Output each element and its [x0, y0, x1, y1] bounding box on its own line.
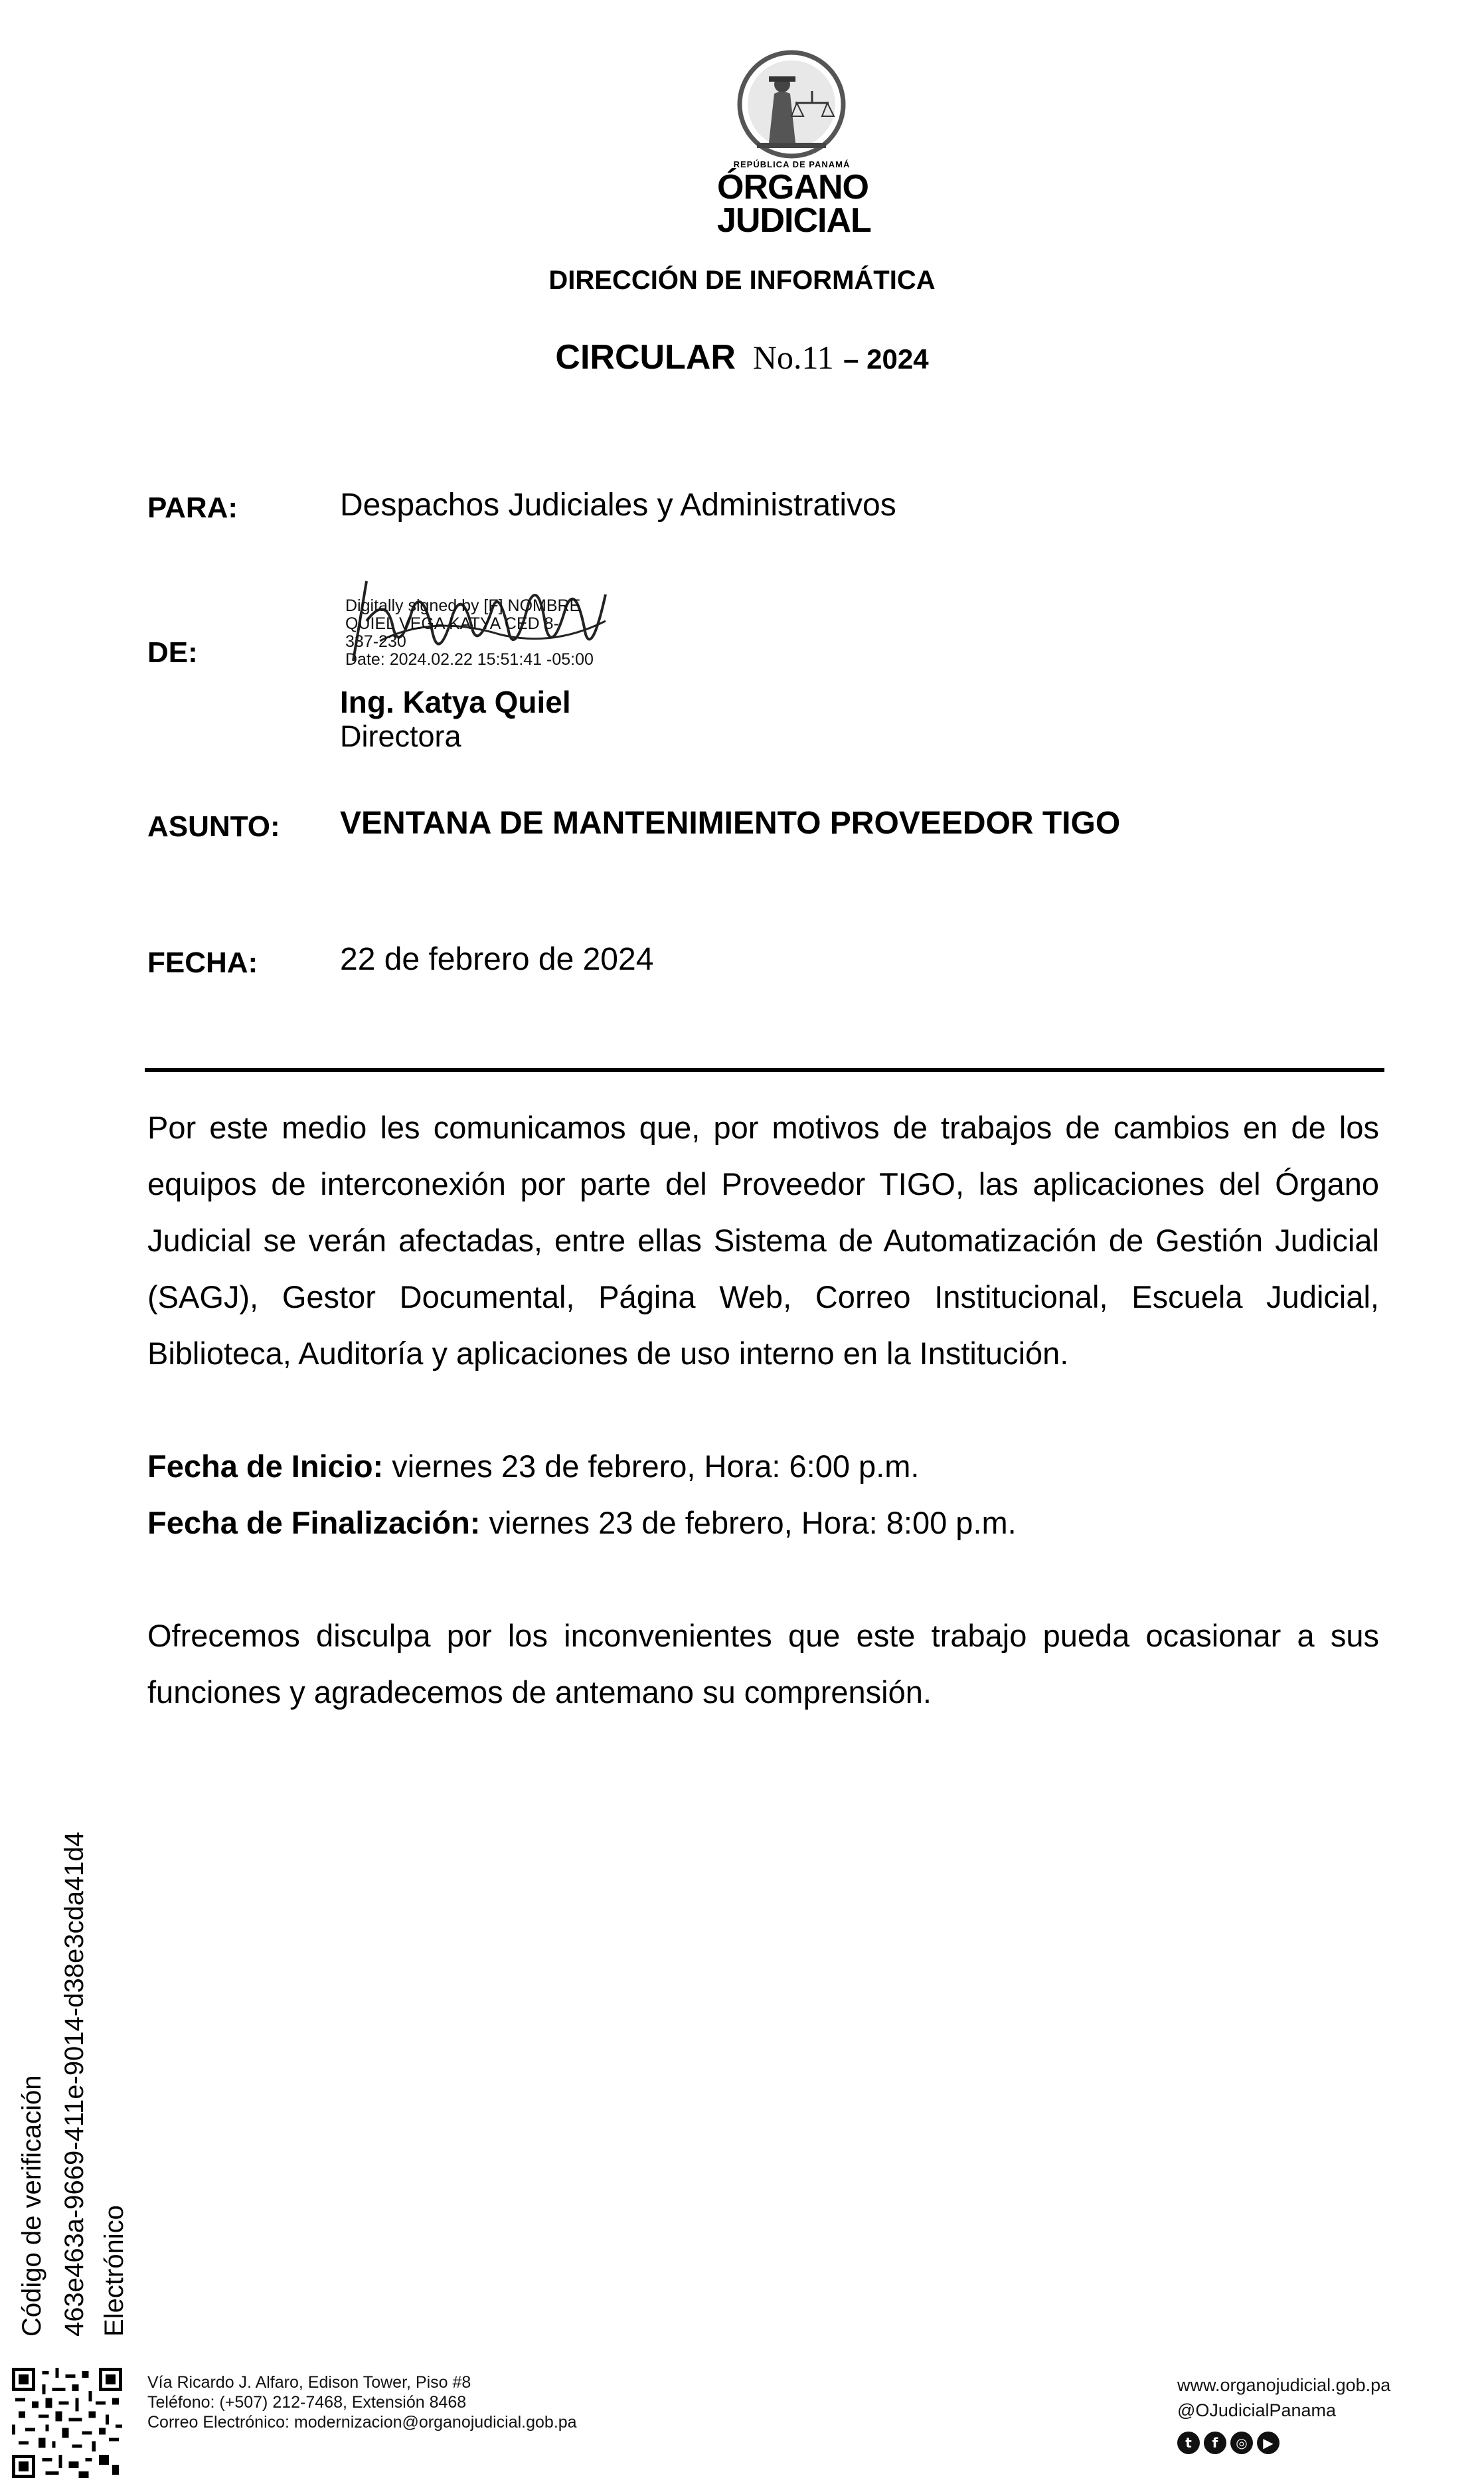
logo-word-organo: ÓRGANO: [717, 168, 868, 207]
sender-title: Directora: [340, 719, 461, 753]
social-icons: [1177, 2432, 1279, 2454]
fecha-label: FECHA:: [147, 946, 258, 979]
signature-line-4: Date: 2024.02.22 15:51:41 -05:00: [345, 650, 594, 669]
verification-code: 463e463a-9669-411e-9014-d38e3cda41d4: [60, 1832, 89, 2337]
para-value: Despachos Judiciales y Administrativos: [340, 488, 896, 523]
signature-line-2: QUIEL VEGA KATYA CED 8-: [345, 614, 559, 633]
signature-line-1: Digitally signed by [F] NOMBRE: [345, 596, 581, 615]
fecha-value: 22 de febrero de 2024: [340, 942, 654, 977]
verification-type: Electrónico: [100, 2205, 129, 2337]
paragraph-line: funciones y agradecemos de antemano su comprensión.: [147, 1674, 932, 1710]
start-date-line: [147, 1438, 919, 1494]
youtube-icon: ▶: [1257, 2432, 1279, 2454]
paragraph-line: (SAGJ), Gestor Documental, Página Web, Correo Institucional, Escuela Judicial,: [147, 1279, 1379, 1314]
logo-word-judicial: JUDICIAL: [717, 201, 871, 240]
circular-year: – 2024: [843, 343, 929, 375]
justice-emblem-icon: [717, 50, 866, 163]
end-date-label: Fecha de Finalización:: [147, 1505, 481, 1540]
paragraph-line: Biblioteca, Auditoría y aplicaciones de uso interno en la Institución.: [147, 1336, 1069, 1371]
asunto-label: ASUNTO:: [147, 810, 280, 843]
body-paragraph-2: [147, 1607, 1379, 1720]
paragraph-line: equipos de interconexión por parte del Proveedor TIGO, las aplicaciones del Órgano: [147, 1166, 1379, 1201]
asunto-value: VENTANA DE MANTENIMIENTO PROVEEDOR TIGO: [340, 806, 1121, 841]
footer-handle: @OJudicialPanama: [1177, 2400, 1337, 2420]
start-date-label: Fecha de Inicio:: [147, 1449, 384, 1484]
organo-judicial-logo: [717, 50, 871, 242]
paragraph-line: Judicial se verán afectadas, entre ellas Sistema de Automatización de Gestión Judicial: [147, 1223, 1379, 1258]
end-date-value: viernes 23 de febrero, Hora: 8:00 p.m.: [480, 1505, 1017, 1540]
start-date-value: viernes 23 de febrero, Hora: 6:00 p.m.: [383, 1449, 920, 1484]
body-paragraph-1: [147, 1099, 1379, 1381]
end-date-line: [147, 1494, 1017, 1551]
footer-address: Vía Ricardo J. Alfaro, Edison Tower, Piso #8: [147, 2373, 471, 2392]
de-label: DE:: [147, 636, 198, 669]
footer-phone: Teléfono: (+507) 212-7468, Extensión 8468: [147, 2393, 467, 2412]
logo-republic-text: REPÚBLICA DE PANAMÁ: [733, 159, 851, 169]
signature-line-3: 337-230: [345, 632, 406, 651]
twitter-icon: t: [1177, 2432, 1200, 2454]
divider: [145, 1068, 1384, 1072]
instagram-icon: ◎: [1230, 2432, 1253, 2454]
qr-code: [12, 2368, 122, 2478]
circular-number: No.11: [752, 339, 834, 376]
paragraph-line: Por este medio les comunicamos que, por motivos de trabajos de cambios en de los: [147, 1110, 1379, 1145]
para-label: PARA:: [147, 491, 238, 524]
sender-name: Ing. Katya Quiel: [340, 685, 571, 719]
paragraph-line: Ofrecemos disculpa por los inconvenientes que este trabajo pueda ocasionar a sus: [147, 1618, 1379, 1653]
circular-label: CIRCULAR: [555, 338, 736, 377]
circular-title: [0, 337, 1484, 377]
footer-website: www.organojudicial.gob.pa: [1177, 2375, 1391, 2395]
footer-email: Correo Electrónico: modernizacion@organojudicial.gob.pa: [147, 2413, 577, 2432]
facebook-icon: f: [1204, 2432, 1226, 2454]
verification-label: Código de verificación: [17, 2075, 46, 2337]
department-heading: DIRECCIÓN DE INFORMÁTICA: [548, 266, 936, 295]
